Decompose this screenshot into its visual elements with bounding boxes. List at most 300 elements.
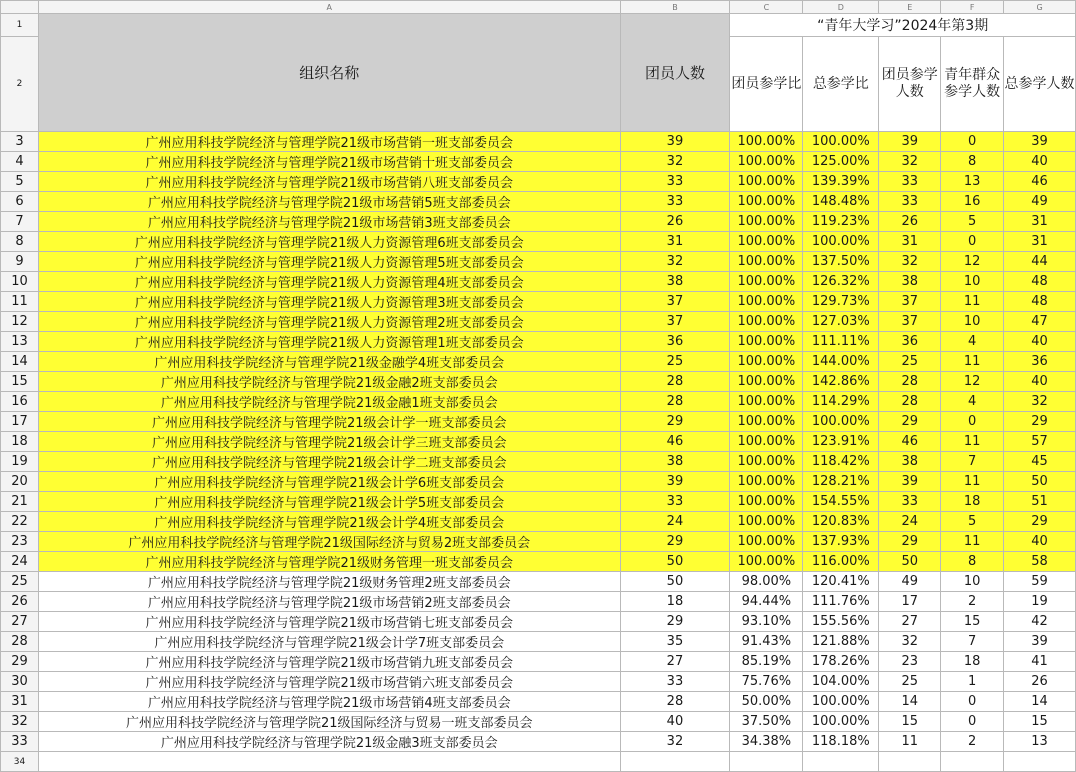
total-participants-cell[interactable]: 40 <box>1004 372 1076 392</box>
member-participants-cell[interactable]: 33 <box>879 192 941 212</box>
youth-participants-cell[interactable]: 7 <box>941 452 1004 472</box>
org-name-cell[interactable]: 广州应用科技学院经济与管理学院21级人力资源管理4班支部委员会 <box>38 272 620 292</box>
member-participants-cell[interactable]: 29 <box>879 532 941 552</box>
total-participants-cell[interactable]: 13 <box>1004 732 1076 752</box>
table-row <box>1 472 1076 492</box>
table-row <box>1 372 1076 392</box>
member-participants-cell[interactable]: 33 <box>879 172 941 192</box>
total-participants-cell[interactable]: 26 <box>1004 672 1076 692</box>
member-ratio-cell[interactable]: 100.00% <box>730 292 803 312</box>
member-count-cell[interactable]: 40 <box>620 712 730 732</box>
youth-participants-cell[interactable]: 0 <box>941 232 1004 252</box>
row-number[interactable]: 29 <box>1 652 39 672</box>
youth-participants-cell[interactable]: 0 <box>941 132 1004 152</box>
org-name-cell[interactable]: 广州应用科技学院经济与管理学院21级市场营销十班支部委员会 <box>38 152 620 172</box>
total-ratio-cell[interactable]: 126.32% <box>803 272 879 292</box>
member-count-cell[interactable]: 37 <box>620 312 730 332</box>
youth-participants-cell[interactable]: 16 <box>941 192 1004 212</box>
total-participants-cell[interactable]: 14 <box>1004 692 1076 712</box>
member-ratio-cell[interactable]: 50.00% <box>730 692 803 712</box>
member-ratio-cell[interactable]: 100.00% <box>730 392 803 412</box>
total-participants-cell[interactable]: 36 <box>1004 352 1076 372</box>
row-number[interactable]: 6 <box>1 192 39 212</box>
total-ratio-cell[interactable]: 111.76% <box>803 592 879 612</box>
total-participants-cell[interactable]: 39 <box>1004 132 1076 152</box>
member-participants-cell[interactable]: 11 <box>879 732 941 752</box>
member-count-cell[interactable]: 31 <box>620 232 730 252</box>
member-ratio-cell[interactable]: 100.00% <box>730 352 803 372</box>
total-participants-cell[interactable]: 39 <box>1004 632 1076 652</box>
org-name-cell[interactable]: 广州应用科技学院经济与管理学院21级会计学一班支部委员会 <box>38 412 620 432</box>
table-row <box>1 672 1076 692</box>
row-number[interactable]: 25 <box>1 572 39 592</box>
org-name-cell[interactable]: 广州应用科技学院经济与管理学院21级市场营销七班支部委员会 <box>38 612 620 632</box>
total-participants-cell[interactable]: 47 <box>1004 312 1076 332</box>
member-ratio-cell[interactable]: 75.76% <box>730 672 803 692</box>
member-count-cell[interactable]: 26 <box>620 212 730 232</box>
column-header-g[interactable]: G <box>1004 1 1076 14</box>
member-ratio-cell[interactable]: 100.00% <box>730 432 803 452</box>
row-number[interactable]: 11 <box>1 292 39 312</box>
member-count-cell[interactable]: 46 <box>620 432 730 452</box>
member-participants-cell[interactable]: 24 <box>879 512 941 532</box>
table-row <box>1 512 1076 532</box>
org-name-cell[interactable]: 广州应用科技学院经济与管理学院21级人力资源管理6班支部委员会 <box>38 232 620 252</box>
total-participants-cell[interactable]: 57 <box>1004 432 1076 452</box>
member-ratio-cell[interactable]: 100.00% <box>730 152 803 172</box>
youth-participants-cell[interactable]: 11 <box>941 472 1004 492</box>
youth-participants-cell[interactable]: 2 <box>941 592 1004 612</box>
total-ratio-cell[interactable]: 118.42% <box>803 452 879 472</box>
org-name-cell[interactable]: 广州应用科技学院经济与管理学院21级市场营销一班支部委员会 <box>38 132 620 152</box>
total-participants-cell[interactable]: 40 <box>1004 152 1076 172</box>
total-ratio-cell[interactable]: 148.48% <box>803 192 879 212</box>
member-count-cell[interactable]: 38 <box>620 272 730 292</box>
row-number[interactable]: 4 <box>1 152 39 172</box>
table-row <box>1 412 1076 432</box>
youth-participants-cell[interactable]: 4 <box>941 332 1004 352</box>
total-ratio-cell[interactable]: 142.86% <box>803 372 879 392</box>
table-row <box>1 132 1076 152</box>
org-name-cell[interactable]: 广州应用科技学院经济与管理学院21级市场营销八班支部委员会 <box>38 172 620 192</box>
total-ratio-cell[interactable]: 139.39% <box>803 172 879 192</box>
member-participants-cell[interactable]: 25 <box>879 352 941 372</box>
row-number[interactable]: 13 <box>1 332 39 352</box>
total-ratio-cell[interactable]: 116.00% <box>803 552 879 572</box>
org-name-cell[interactable]: 广州应用科技学院经济与管理学院21级市场营销六班支部委员会 <box>38 672 620 692</box>
member-count-header[interactable]: 团员人数 <box>620 14 730 132</box>
row-number[interactable]: 27 <box>1 612 39 632</box>
member-participants-cell[interactable]: 39 <box>879 472 941 492</box>
row-number[interactable]: 8 <box>1 232 39 252</box>
total-ratio-cell[interactable]: 125.00% <box>803 152 879 172</box>
total-ratio-cell[interactable]: 178.26% <box>803 652 879 672</box>
member-ratio-cell[interactable]: 100.00% <box>730 472 803 492</box>
total-participants-cell[interactable]: 42 <box>1004 612 1076 632</box>
youth-participants-cell[interactable]: 0 <box>941 412 1004 432</box>
empty-row <box>1 752 1076 772</box>
total-participants-cell[interactable]: 50 <box>1004 472 1076 492</box>
member-participants-cell[interactable]: 32 <box>879 252 941 272</box>
youth-participants-cell[interactable]: 7 <box>941 632 1004 652</box>
org-name-cell[interactable]: 广州应用科技学院经济与管理学院21级人力资源管理5班支部委员会 <box>38 252 620 272</box>
total-ratio-cell[interactable]: 120.83% <box>803 512 879 532</box>
column-header-f[interactable]: F <box>941 1 1004 14</box>
period-title[interactable]: “青年大学习”2024年第3期 <box>730 14 1076 37</box>
org-name-cell[interactable]: 广州应用科技学院经济与管理学院21级会计学二班支部委员会 <box>38 452 620 472</box>
total-ratio-cell[interactable]: 121.88% <box>803 632 879 652</box>
member-participants-cell[interactable]: 29 <box>879 412 941 432</box>
member-ratio-cell[interactable]: 100.00% <box>730 512 803 532</box>
member-ratio-cell[interactable]: 100.00% <box>730 332 803 352</box>
total-ratio-cell[interactable]: 144.00% <box>803 352 879 372</box>
member-participants-cell[interactable]: 25 <box>879 672 941 692</box>
member-count-cell[interactable]: 36 <box>620 332 730 352</box>
total-ratio-cell[interactable]: 119.23% <box>803 212 879 232</box>
total-ratio-cell[interactable]: 118.18% <box>803 732 879 752</box>
org-name-cell[interactable]: 广州应用科技学院经济与管理学院21级会计学6班支部委员会 <box>38 472 620 492</box>
member-count-cell[interactable]: 32 <box>620 732 730 752</box>
member-count-cell[interactable]: 29 <box>620 612 730 632</box>
row-number[interactable]: 24 <box>1 552 39 572</box>
member-ratio-cell[interactable]: 34.38% <box>730 732 803 752</box>
org-name-cell[interactable]: 广州应用科技学院经济与管理学院21级会计学三班支部委员会 <box>38 432 620 452</box>
total-participants-cell[interactable]: 31 <box>1004 212 1076 232</box>
member-ratio-cell[interactable]: 100.00% <box>730 172 803 192</box>
table-row <box>1 452 1076 472</box>
member-participants-cell[interactable]: 17 <box>879 592 941 612</box>
table-row <box>1 392 1076 412</box>
org-name-cell[interactable]: 广州应用科技学院经济与管理学院21级市场营销九班支部委员会 <box>38 652 620 672</box>
column-header-a[interactable]: A <box>38 1 620 14</box>
table-row <box>1 352 1076 372</box>
member-count-cell[interactable]: 33 <box>620 492 730 512</box>
youth-participants-cell[interactable]: 11 <box>941 292 1004 312</box>
member-ratio-cell[interactable]: 100.00% <box>730 132 803 152</box>
corner-cell[interactable] <box>1 1 39 14</box>
youth-participants-cell[interactable]: 2 <box>941 732 1004 752</box>
row-number[interactable]: 32 <box>1 712 39 732</box>
row-number[interactable]: 20 <box>1 472 39 492</box>
table-row <box>1 332 1076 352</box>
total-participants-cell[interactable]: 49 <box>1004 192 1076 212</box>
member-ratio-cell[interactable]: 100.00% <box>730 252 803 272</box>
table-row <box>1 652 1076 672</box>
youth-participants-cell[interactable]: 8 <box>941 152 1004 172</box>
empty-cell[interactable] <box>38 752 620 772</box>
total-ratio-cell[interactable]: 137.50% <box>803 252 879 272</box>
member-participants-cell[interactable]: 36 <box>879 332 941 352</box>
member-ratio-cell[interactable]: 100.00% <box>730 532 803 552</box>
member-participants-cell[interactable]: 38 <box>879 452 941 472</box>
org-name-cell[interactable]: 广州应用科技学院经济与管理学院21级财务管理一班支部委员会 <box>38 552 620 572</box>
member-count-cell[interactable]: 37 <box>620 292 730 312</box>
row-number[interactable]: 21 <box>1 492 39 512</box>
table-row <box>1 732 1076 752</box>
member-participants-cell[interactable]: 37 <box>879 312 941 332</box>
youth-participants-cell[interactable]: 15 <box>941 612 1004 632</box>
total-ratio-cell[interactable]: 100.00% <box>803 692 879 712</box>
member-ratio-cell[interactable]: 94.44% <box>730 592 803 612</box>
empty-cell[interactable] <box>941 752 1004 772</box>
total-participants-cell[interactable]: 19 <box>1004 592 1076 612</box>
org-name-cell[interactable]: 广州应用科技学院经济与管理学院21级人力资源管理2班支部委员会 <box>38 312 620 332</box>
member-ratio-header[interactable]: 团员参学比 <box>730 37 803 132</box>
table-row <box>1 492 1076 512</box>
total-ratio-cell[interactable]: 114.29% <box>803 392 879 412</box>
member-participants-cell[interactable]: 26 <box>879 212 941 232</box>
youth-participants-cell[interactable]: 5 <box>941 512 1004 532</box>
youth-participants-cell[interactable]: 0 <box>941 692 1004 712</box>
org-name-cell[interactable]: 广州应用科技学院经济与管理学院21级人力资源管理3班支部委员会 <box>38 292 620 312</box>
member-ratio-cell[interactable]: 100.00% <box>730 272 803 292</box>
youth-participants-cell[interactable]: 12 <box>941 372 1004 392</box>
total-ratio-cell[interactable]: 100.00% <box>803 232 879 252</box>
row-number[interactable]: 15 <box>1 372 39 392</box>
youth-participants-cell[interactable]: 1 <box>941 672 1004 692</box>
member-participants-cell[interactable]: 28 <box>879 372 941 392</box>
table-row <box>1 532 1076 552</box>
total-ratio-cell[interactable]: 100.00% <box>803 712 879 732</box>
youth-participants-cell[interactable]: 4 <box>941 392 1004 412</box>
table-row <box>1 212 1076 232</box>
member-ratio-cell[interactable]: 100.00% <box>730 312 803 332</box>
total-participants-cell[interactable]: 45 <box>1004 452 1076 472</box>
row-number[interactable]: 14 <box>1 352 39 372</box>
org-name-cell[interactable]: 广州应用科技学院经济与管理学院21级市场营销3班支部委员会 <box>38 212 620 232</box>
member-participants-cell[interactable]: 23 <box>879 652 941 672</box>
total-ratio-header[interactable]: 总参学比 <box>803 37 879 132</box>
member-count-cell[interactable]: 28 <box>620 372 730 392</box>
total-participants-cell[interactable]: 15 <box>1004 712 1076 732</box>
member-ratio-cell[interactable]: 100.00% <box>730 192 803 212</box>
youth-participants-cell[interactable]: 12 <box>941 252 1004 272</box>
member-ratio-cell[interactable]: 91.43% <box>730 632 803 652</box>
table-row <box>1 312 1076 332</box>
total-ratio-cell[interactable]: 155.56% <box>803 612 879 632</box>
member-count-cell[interactable]: 39 <box>620 472 730 492</box>
column-header-e[interactable]: E <box>879 1 941 14</box>
total-ratio-cell[interactable]: 128.21% <box>803 472 879 492</box>
row-number[interactable]: 26 <box>1 592 39 612</box>
total-participants-cell[interactable]: 48 <box>1004 292 1076 312</box>
member-participants-cell[interactable]: 32 <box>879 152 941 172</box>
row-number[interactable]: 9 <box>1 252 39 272</box>
table-row <box>1 172 1076 192</box>
total-ratio-cell[interactable]: 100.00% <box>803 412 879 432</box>
total-participants-cell[interactable]: 46 <box>1004 172 1076 192</box>
table-row <box>1 692 1076 712</box>
member-participants-cell[interactable]: 39 <box>879 132 941 152</box>
org-name-cell[interactable]: 广州应用科技学院经济与管理学院21级金融2班支部委员会 <box>38 372 620 392</box>
youth-participants-cell[interactable]: 0 <box>941 712 1004 732</box>
empty-cell[interactable] <box>879 752 941 772</box>
total-participants-cell[interactable]: 31 <box>1004 232 1076 252</box>
empty-cell[interactable] <box>803 752 879 772</box>
member-participants-header[interactable]: 团员参学人数 <box>879 37 941 132</box>
member-participants-cell[interactable]: 15 <box>879 712 941 732</box>
column-header-b[interactable]: B <box>620 1 730 14</box>
total-ratio-cell[interactable]: 137.93% <box>803 532 879 552</box>
row-number[interactable]: 31 <box>1 692 39 712</box>
table-row <box>1 712 1076 732</box>
org-name-cell[interactable]: 广州应用科技学院经济与管理学院21级市场营销2班支部委员会 <box>38 592 620 612</box>
member-count-cell[interactable]: 28 <box>620 692 730 712</box>
member-count-cell[interactable]: 33 <box>620 672 730 692</box>
member-participants-cell[interactable]: 32 <box>879 632 941 652</box>
column-letter-row <box>1 1 1076 14</box>
total-participants-cell[interactable]: 41 <box>1004 652 1076 672</box>
member-participants-cell[interactable]: 28 <box>879 392 941 412</box>
org-name-header[interactable]: 组织名称 <box>38 14 620 132</box>
total-ratio-cell[interactable]: 100.00% <box>803 132 879 152</box>
total-ratio-cell[interactable]: 154.55% <box>803 492 879 512</box>
youth-participants-cell[interactable]: 11 <box>941 352 1004 372</box>
member-ratio-cell[interactable]: 100.00% <box>730 452 803 472</box>
youth-participants-cell[interactable]: 5 <box>941 212 1004 232</box>
table-row <box>1 272 1076 292</box>
member-count-cell[interactable]: 33 <box>620 172 730 192</box>
youth-participants-cell[interactable]: 18 <box>941 652 1004 672</box>
total-participants-cell[interactable]: 58 <box>1004 552 1076 572</box>
org-name-cell[interactable]: 广州应用科技学院经济与管理学院21级财务管理2班支部委员会 <box>38 572 620 592</box>
total-ratio-cell[interactable]: 120.41% <box>803 572 879 592</box>
row-number[interactable]: 3 <box>1 132 39 152</box>
member-ratio-cell[interactable]: 98.00% <box>730 572 803 592</box>
member-ratio-cell[interactable]: 93.10% <box>730 612 803 632</box>
org-name-cell[interactable]: 广州应用科技学院经济与管理学院21级会计学7班支部委员会 <box>38 632 620 652</box>
total-participants-cell[interactable]: 59 <box>1004 572 1076 592</box>
member-count-cell[interactable]: 35 <box>620 632 730 652</box>
column-header-c[interactable]: C <box>730 1 803 14</box>
org-name-cell[interactable]: 广州应用科技学院经济与管理学院21级人力资源管理1班支部委员会 <box>38 332 620 352</box>
org-name-cell[interactable]: 广州应用科技学院经济与管理学院21级国际经济与贸易一班支部委员会 <box>38 712 620 732</box>
member-count-cell[interactable]: 33 <box>620 192 730 212</box>
row-number[interactable]: 2 <box>1 37 39 132</box>
org-name-cell[interactable]: 广州应用科技学院经济与管理学院21级会计学4班支部委员会 <box>38 512 620 532</box>
member-participants-cell[interactable]: 50 <box>879 552 941 572</box>
row-number[interactable]: 5 <box>1 172 39 192</box>
member-count-cell[interactable]: 18 <box>620 592 730 612</box>
member-ratio-cell[interactable]: 100.00% <box>730 212 803 232</box>
youth-participants-cell[interactable]: 10 <box>941 272 1004 292</box>
row-number[interactable]: 7 <box>1 212 39 232</box>
total-participants-cell[interactable]: 48 <box>1004 272 1076 292</box>
member-count-cell[interactable]: 39 <box>620 132 730 152</box>
member-count-cell[interactable]: 28 <box>620 392 730 412</box>
member-participants-cell[interactable]: 49 <box>879 572 941 592</box>
member-count-cell[interactable]: 50 <box>620 552 730 572</box>
org-name-cell[interactable]: 广州应用科技学院经济与管理学院21级市场营销4班支部委员会 <box>38 692 620 712</box>
member-ratio-cell[interactable]: 100.00% <box>730 552 803 572</box>
empty-cell[interactable] <box>620 752 730 772</box>
total-ratio-cell[interactable]: 127.03% <box>803 312 879 332</box>
total-participants-cell[interactable]: 40 <box>1004 532 1076 552</box>
member-count-cell[interactable]: 25 <box>620 352 730 372</box>
total-participants-cell[interactable]: 40 <box>1004 332 1076 352</box>
row-number[interactable]: 1 <box>1 14 39 37</box>
total-ratio-cell[interactable]: 129.73% <box>803 292 879 312</box>
total-participants-cell[interactable]: 29 <box>1004 512 1076 532</box>
member-ratio-cell[interactable]: 100.00% <box>730 372 803 392</box>
member-count-cell[interactable]: 32 <box>620 252 730 272</box>
row-number[interactable]: 10 <box>1 272 39 292</box>
member-count-cell[interactable]: 29 <box>620 532 730 552</box>
org-name-cell[interactable]: 广州应用科技学院经济与管理学院21级金融学4班支部委员会 <box>38 352 620 372</box>
youth-participants-cell[interactable]: 10 <box>941 312 1004 332</box>
member-participants-cell[interactable]: 33 <box>879 492 941 512</box>
member-participants-cell[interactable]: 37 <box>879 292 941 312</box>
row-number[interactable]: 17 <box>1 412 39 432</box>
total-participants-cell[interactable]: 29 <box>1004 412 1076 432</box>
member-count-cell[interactable]: 29 <box>620 412 730 432</box>
member-ratio-cell[interactable]: 100.00% <box>730 232 803 252</box>
row-number[interactable]: 30 <box>1 672 39 692</box>
total-participants-cell[interactable]: 51 <box>1004 492 1076 512</box>
row-number[interactable]: 16 <box>1 392 39 412</box>
row-number[interactable]: 22 <box>1 512 39 532</box>
member-ratio-cell[interactable]: 85.19% <box>730 652 803 672</box>
org-name-cell[interactable]: 广州应用科技学院经济与管理学院21级金融1班支部委员会 <box>38 392 620 412</box>
row-number[interactable]: 12 <box>1 312 39 332</box>
row-number[interactable]: 18 <box>1 432 39 452</box>
org-name-cell[interactable]: 广州应用科技学院经济与管理学院21级国际经济与贸易2班支部委员会 <box>38 532 620 552</box>
member-ratio-cell[interactable]: 100.00% <box>730 412 803 432</box>
org-name-cell[interactable]: 广州应用科技学院经济与管理学院21级会计学5班支部委员会 <box>38 492 620 512</box>
total-ratio-cell[interactable]: 111.11% <box>803 332 879 352</box>
member-count-cell[interactable]: 24 <box>620 512 730 532</box>
member-participants-cell[interactable]: 38 <box>879 272 941 292</box>
member-ratio-cell[interactable]: 37.50% <box>730 712 803 732</box>
youth-participants-cell[interactable]: 10 <box>941 572 1004 592</box>
total-ratio-cell[interactable]: 104.00% <box>803 672 879 692</box>
member-participants-cell[interactable]: 31 <box>879 232 941 252</box>
row-number[interactable]: 33 <box>1 732 39 752</box>
youth-participants-cell[interactable]: 13 <box>941 172 1004 192</box>
column-header-d[interactable]: D <box>803 1 879 14</box>
table-row <box>1 612 1076 632</box>
youth-participants-cell[interactable]: 8 <box>941 552 1004 572</box>
member-count-cell[interactable]: 38 <box>620 452 730 472</box>
youth-participants-cell[interactable]: 18 <box>941 492 1004 512</box>
member-participants-cell[interactable]: 46 <box>879 432 941 452</box>
member-ratio-cell[interactable]: 100.00% <box>730 492 803 512</box>
empty-cell[interactable] <box>1004 752 1076 772</box>
total-participants-header[interactable]: 总参学人数 <box>1004 37 1076 132</box>
row-number[interactable]: 34 <box>1 752 39 772</box>
org-name-cell[interactable]: 广州应用科技学院经济与管理学院21级金融3班支部委员会 <box>38 732 620 752</box>
member-count-cell[interactable]: 32 <box>620 152 730 172</box>
table-row <box>1 632 1076 652</box>
member-participants-cell[interactable]: 14 <box>879 692 941 712</box>
empty-cell[interactable] <box>730 752 803 772</box>
member-count-cell[interactable]: 27 <box>620 652 730 672</box>
member-participants-cell[interactable]: 27 <box>879 612 941 632</box>
table-row <box>1 232 1076 252</box>
row-number[interactable]: 23 <box>1 532 39 552</box>
youth-participants-cell[interactable]: 11 <box>941 532 1004 552</box>
table-row <box>1 152 1076 172</box>
youth-participants-header[interactable]: 青年群众参学人数 <box>941 37 1004 132</box>
total-participants-cell[interactable]: 44 <box>1004 252 1076 272</box>
total-ratio-cell[interactable]: 123.91% <box>803 432 879 452</box>
org-name-cell[interactable]: 广州应用科技学院经济与管理学院21级市场营销5班支部委员会 <box>38 192 620 212</box>
member-count-cell[interactable]: 50 <box>620 572 730 592</box>
row-number[interactable]: 19 <box>1 452 39 472</box>
row-number[interactable]: 28 <box>1 632 39 652</box>
youth-participants-cell[interactable]: 11 <box>941 432 1004 452</box>
total-participants-cell[interactable]: 32 <box>1004 392 1076 412</box>
